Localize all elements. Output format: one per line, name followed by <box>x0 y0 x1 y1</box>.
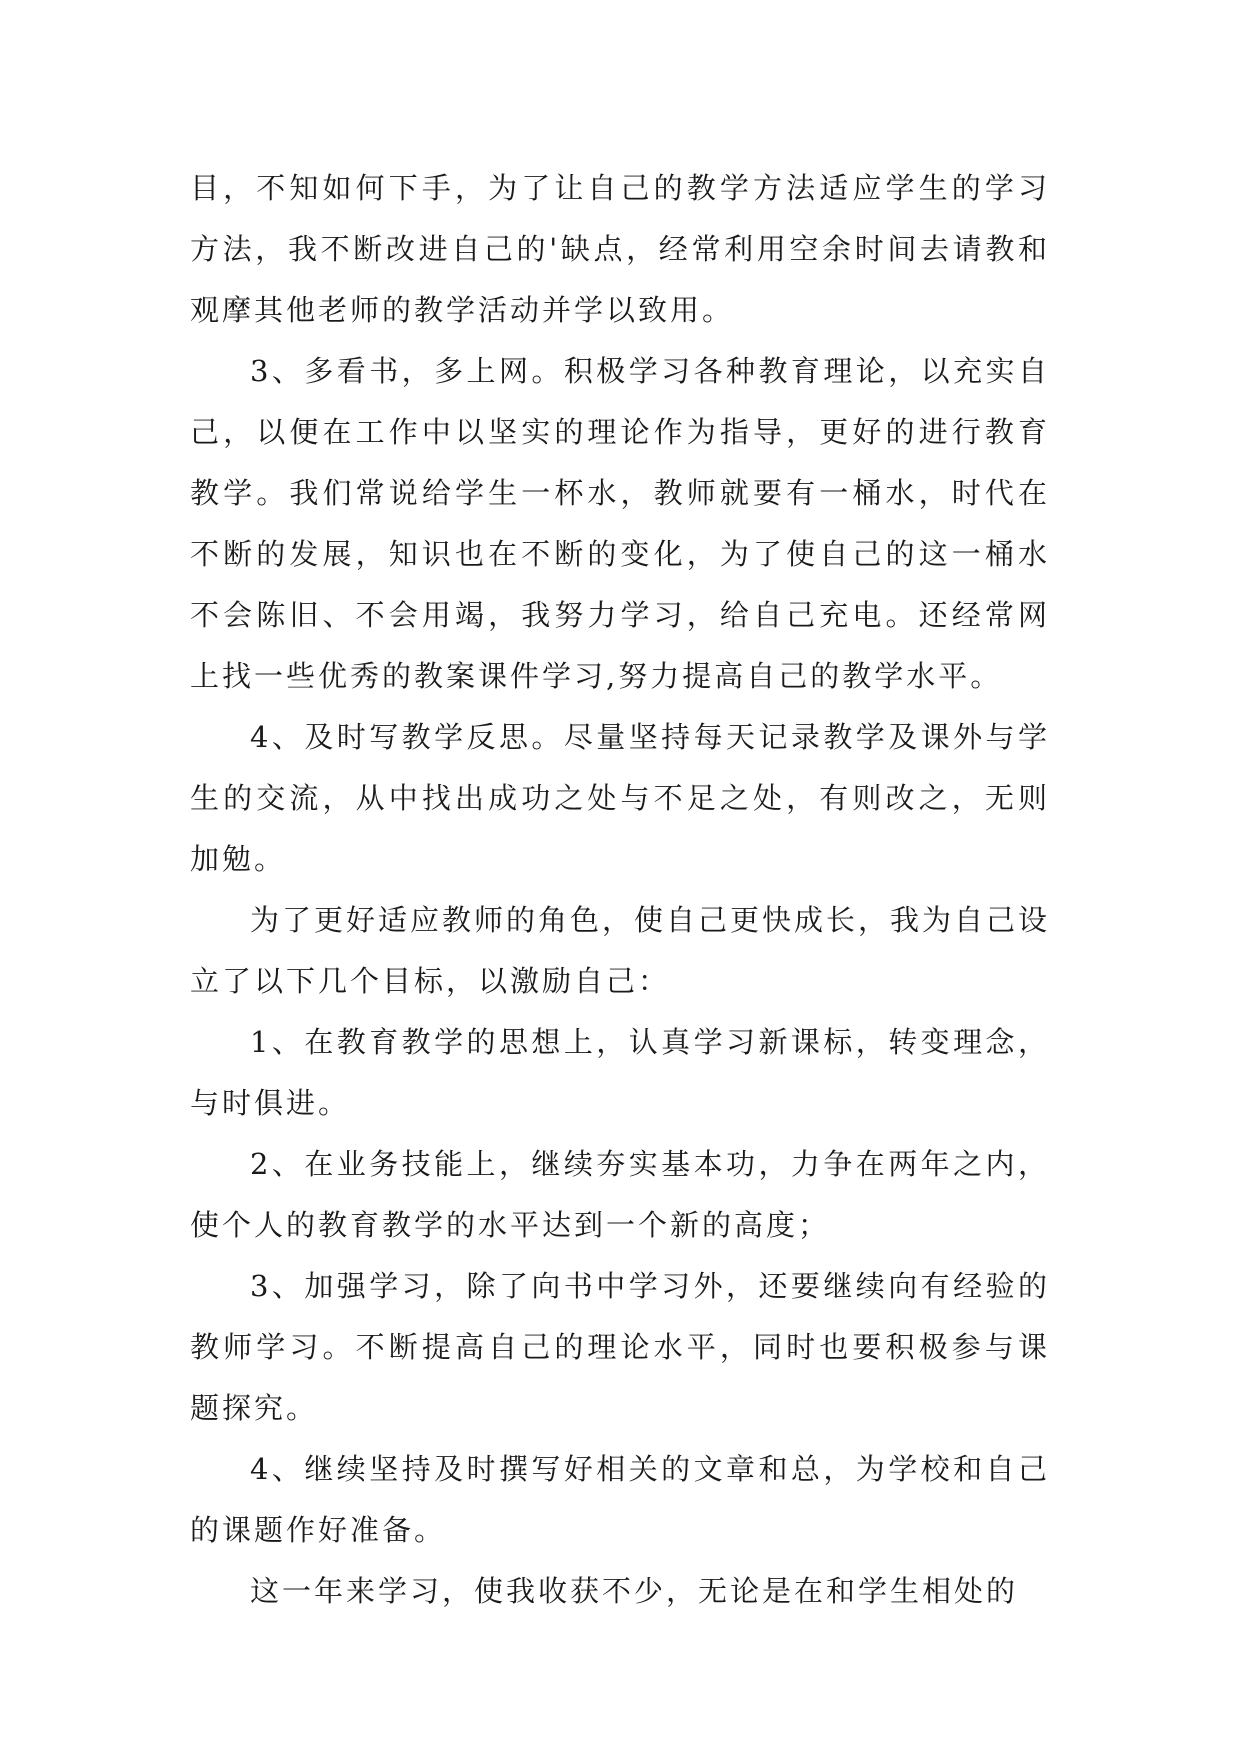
paragraph-goal-3: 3、加强学习，除了向书中学习外，还要继续向有经验的教师学习。不断提高自己的理论水平，同时也要积极参与课题探究。 <box>190 1269 1050 1425</box>
paragraph-item-3-read-more: 3、多看书，多上网。积极学习各种教育理论，以充实自己，以便在工作中以坚实的理论作为指导，更好的进行教育教学。我们常说给学生一杯水，教师就要有一桶水，时代在不断的发展，知识也在不断的变化，为了使自己的这一桶水不会陈旧、不会用竭，我努力学习，给自己充电。还经常网上找一些优秀的教案课件学习,努力提高自己的教学水平。 <box>190 354 1050 693</box>
paragraph-conclusion-start: 这一年来学习，使我收获不少，无论是在和学生相处的 <box>250 1574 1019 1608</box>
paragraph-goal-4: 4、继续坚持及时撰写好相关的文章和总，为学校和自己的课题作好准备。 <box>190 1452 1050 1547</box>
paragraph-continuation: 目，不知如何下手，为了让自己的教学方法适应学生的学习方法，我不断改进自己的'缺点，经常利用空余时间去请教和观摩其他老师的教学活动并学以致用。 <box>190 171 1050 327</box>
paragraph-goal-2: 2、在业务技能上，继续夯实基本功，力争在两年之内，使个人的教育教学的水平达到一个新的高度； <box>190 1147 1050 1242</box>
document-body <box>190 158 1050 1622</box>
paragraph-goal-1: 1、在教育教学的思想上，认真学习新课标，转变理念，与时俱进。 <box>190 1025 1050 1120</box>
paragraph-item-4-reflection: 4、及时写教学反思。尽量坚持每天记录教学及课外与学生的交流，从中找出成功之处与不足之处，有则改之，无则加勉。 <box>190 720 1050 876</box>
paragraph-goals-intro: 为了更好适应教师的角色，使自己更快成长，我为自己设立了以下几个目标，以激励自己： <box>190 903 1051 998</box>
